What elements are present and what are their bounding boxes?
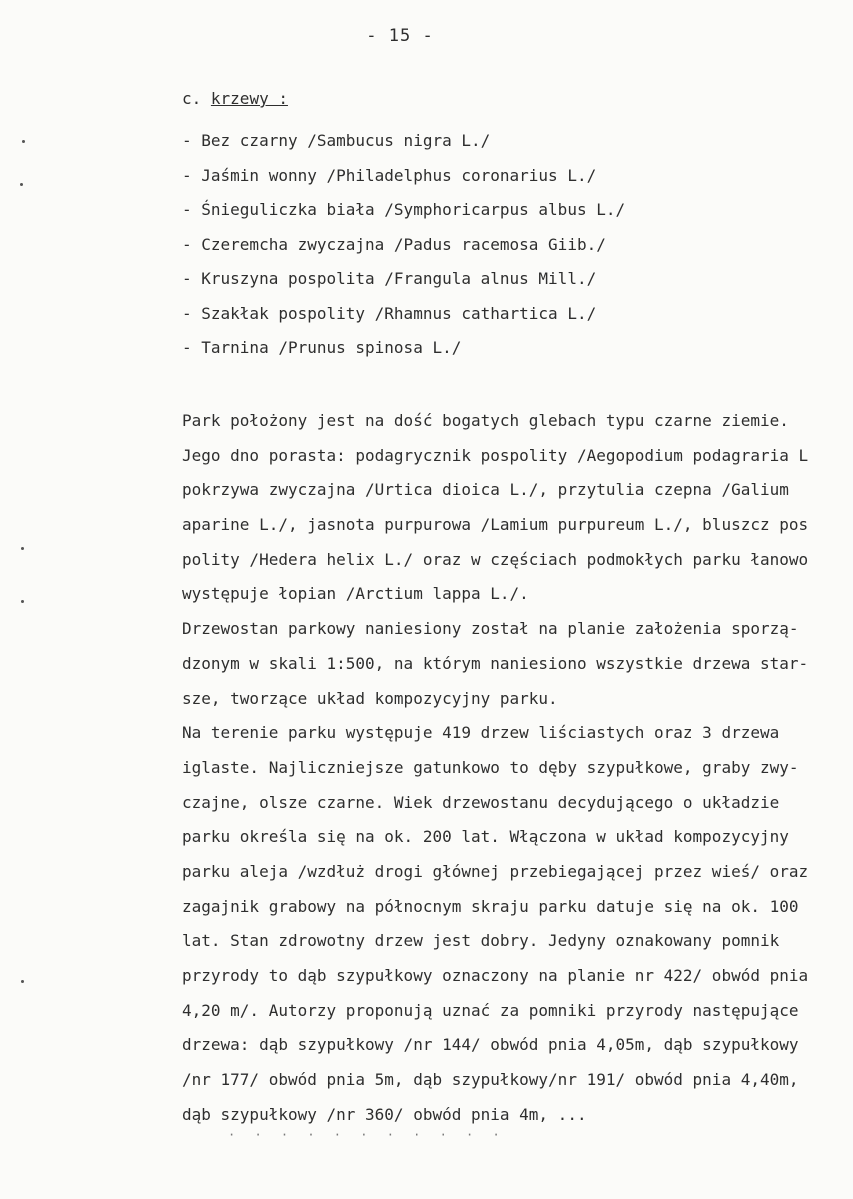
list-item: - Tarnina /Prunus spinosa L./ [182, 338, 462, 357]
text-line: lat. Stan zdrowotny drzew jest dobry. Jedyny oznakowany pomnik [182, 931, 780, 951]
text-line: 4,20 m/. Autorzy proponują uznać za pomniki przyrody następujące [182, 1000, 799, 1020]
text-line: parku aleja /wzdłuż drogi głównej przebiegającej przez wieś/ oraz [182, 861, 809, 881]
margin-speck [22, 140, 25, 143]
list-item: - Jaśmin wonny /Philadelphus coronarius L./ [182, 165, 597, 185]
text-line: dzonym w skali 1:500, na którym naniesiono wszystkie drzewa star- [182, 653, 809, 673]
margin-speck [21, 600, 24, 603]
text-line: /nr 177/ obwód pnia 5m, dąb szypułkowy/nr 191/ obwód pnia 4,40m, [182, 1070, 799, 1090]
section-heading-prefix: c. [182, 89, 211, 108]
margin-speck [20, 183, 23, 186]
text-line: Drzewostan parkowy naniesiony został na planie założenia sporzą- [182, 619, 799, 639]
list-item: - Kruszyna pospolita /Frangula alnus Mill./ [182, 269, 597, 288]
text-line: przyrody to dąb szypułkowy oznaczony na planie nr 422/ obwód pnia [182, 966, 809, 985]
list-item: - Czeremcha zwyczajna /Padus racemosa Giib./ [182, 234, 606, 254]
text-line: iglaste. Najliczniejsze gatunkowo to dęby szypułkowe, graby zwy- [182, 757, 799, 777]
text-line: Jego dno porasta: podagrycznik pospolity /Aegopodium podagraria L [182, 445, 809, 465]
text-line: drzewa: dąb szypułkowy /nr 144/ obwód pnia 4,05m, dąb szypułkowy [182, 1035, 799, 1055]
text-line: sze, tworzące układ kompozycyjny parku. [182, 688, 558, 708]
shrub-list [182, 124, 625, 366]
text-line: występuje łopian /Arctium lappa L./. [182, 584, 529, 604]
list-item: - Śnieguliczka biała /Symphoricarpus albus L./ [182, 200, 626, 219]
text-line: Na terenie parku występuje 419 drzew liściastych oraz 3 drzewa [182, 723, 780, 743]
body-paragraphs [182, 404, 853, 1132]
text-line: dąb szypułkowy /nr 360/ obwód pnia 4m, ... [182, 1104, 587, 1124]
section-heading [182, 89, 288, 108]
text-line: pokrzywa zwyczajna /Urtica dioica L./, przytulia czepna /Galium [182, 480, 789, 500]
section-heading-label: krzewy : [210, 89, 288, 108]
text-line: zagajnik grabowy na północnym skraju parku datuje się na ok. 100 [182, 896, 799, 916]
list-item: - Szakłak pospolity /Rhamnus cathartica L./ [182, 303, 597, 323]
list-item: - Bez czarny /Sambucus nigra L./ [182, 131, 491, 150]
text-line: Park położony jest na dość bogatych glebach typu czarne ziemie. [182, 411, 789, 430]
margin-speck [21, 547, 24, 550]
page-number: - 15 - [366, 26, 434, 46]
text-line: czajne, olsze czarne. Wiek drzewostanu decydującego o układzie [182, 792, 780, 812]
faint-bottom-line: · · · · · · · · · · · [228, 1128, 506, 1142]
text-line: polity /Hedera helix L./ oraz w częściach podmokłych parku łanowo [182, 549, 809, 569]
margin-speck [21, 980, 24, 983]
text-line: parku określa się na ok. 200 lat. Włączona w układ kompozycyjny [182, 827, 789, 847]
text-line: aparine L./, jasnota purpurowa /Lamium purpureum L./, bluszcz pos [182, 515, 809, 535]
